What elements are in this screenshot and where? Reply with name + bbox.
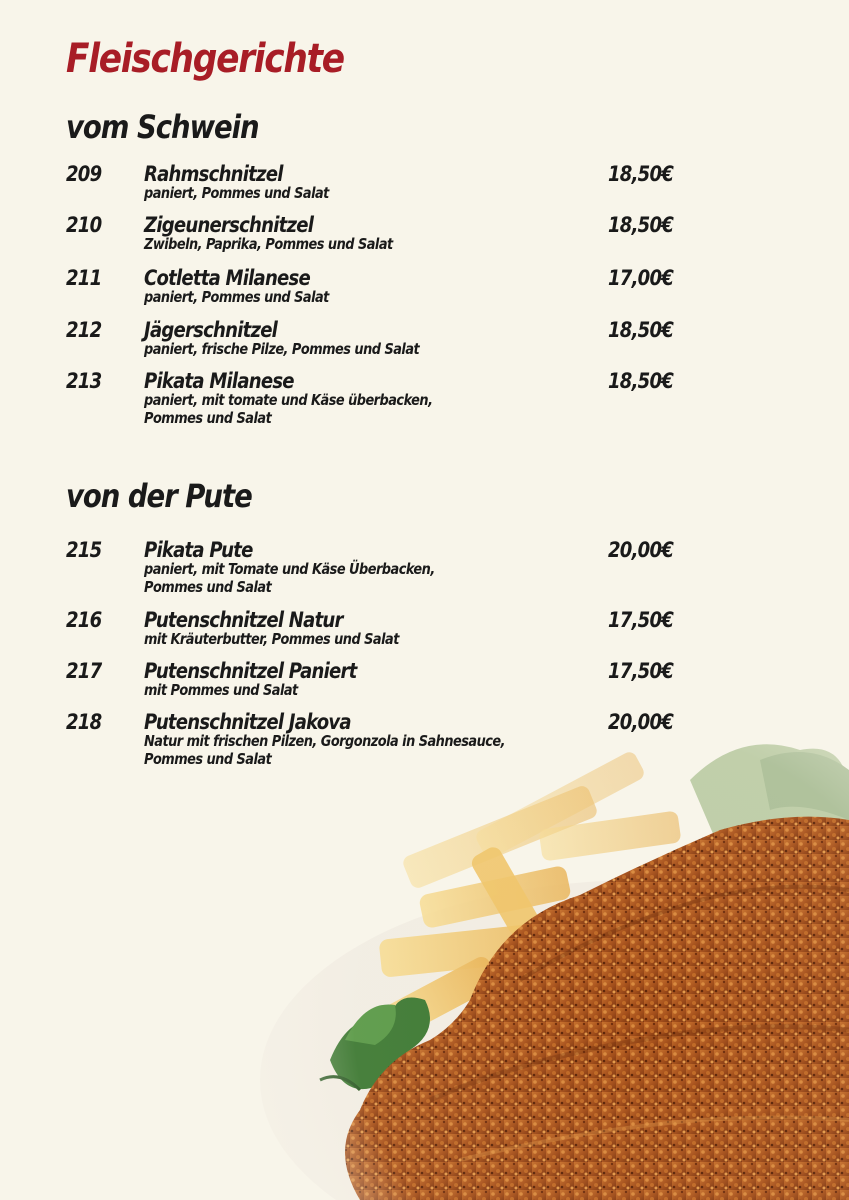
item-name: Rahmschnitzel — [144, 162, 283, 186]
item-description: paniert, mit Tomate und Käse Überbacken, Pommes und Salat — [144, 560, 435, 596]
menu-item-213 — [66, 369, 686, 429]
item-description: Natur mit frischen Pilzen, Gorgonzola in Sahnesauce, Pommes und Salat — [144, 732, 506, 768]
item-price: 18,50€ — [608, 162, 674, 186]
menu-item-210 — [66, 213, 686, 273]
item-name: Putenschnitzel Jakova — [144, 710, 351, 734]
item-description: mit Pommes und Salat — [144, 681, 298, 699]
item-number: 209 — [66, 162, 102, 186]
item-price: 20,00€ — [608, 538, 674, 562]
item-price: 20,00€ — [608, 710, 674, 734]
menu-item-218 — [66, 710, 686, 770]
menu-item-211 — [66, 266, 686, 326]
item-name: Cotletta Milanese — [144, 266, 310, 290]
item-price: 18,50€ — [608, 318, 674, 342]
item-name: Pikata Pute — [144, 538, 253, 562]
item-description: paniert, Pommes und Salat — [144, 288, 329, 306]
page-title: Fleischgerichte — [66, 36, 344, 82]
item-name: Zigeunerschnitzel — [144, 213, 314, 237]
item-name: Pikata Milanese — [144, 369, 294, 393]
item-description: paniert, Pommes und Salat — [144, 184, 329, 202]
item-number: 212 — [66, 318, 102, 342]
item-description: paniert, frische Pilze, Pommes und Salat — [144, 340, 420, 358]
item-description: Zwibeln, Paprika, Pommes und Salat — [144, 235, 393, 253]
item-number: 218 — [66, 710, 102, 734]
item-number: 211 — [66, 266, 102, 290]
item-description: mit Kräuterbutter, Pommes und Salat — [144, 630, 399, 648]
item-number: 217 — [66, 659, 102, 683]
item-name: Putenschnitzel Natur — [144, 608, 343, 632]
item-number: 215 — [66, 538, 102, 562]
item-number: 216 — [66, 608, 102, 632]
item-name: Jägerschnitzel — [144, 318, 278, 342]
item-description: paniert, mit tomate und Käse überbacken, Pommes und Salat — [144, 391, 433, 427]
item-price: 17,50€ — [608, 608, 674, 632]
item-number: 213 — [66, 369, 102, 393]
item-name: Putenschnitzel Paniert — [144, 659, 357, 683]
item-price: 18,50€ — [608, 213, 674, 237]
section-heading-schwein: vom Schwein — [66, 108, 259, 146]
section-heading-pute: von der Pute — [66, 477, 252, 515]
item-price: 17,00€ — [608, 266, 674, 290]
item-price: 18,50€ — [608, 369, 674, 393]
item-number: 210 — [66, 213, 102, 237]
menu-item-215 — [66, 538, 686, 598]
item-price: 17,50€ — [608, 659, 674, 683]
